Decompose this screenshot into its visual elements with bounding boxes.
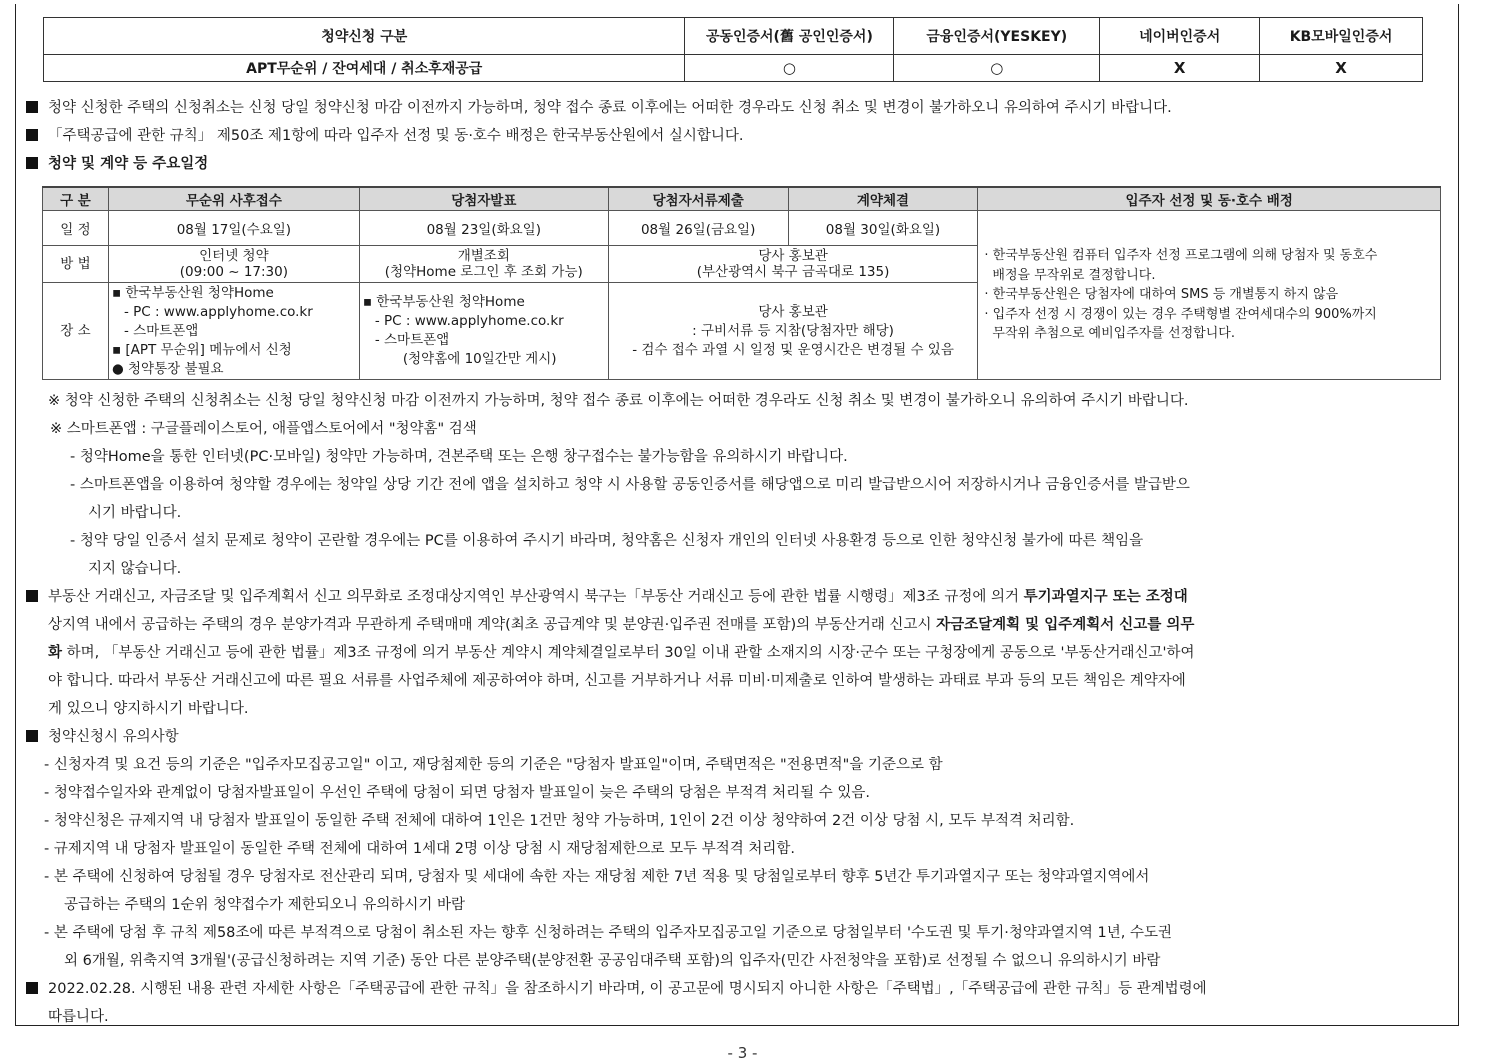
place-announce: ▪ 한국부동산원 청약Home - PC : www.applyhome.co.kr - 스마트폰앱 (청약홈에 10일간만 게시) [359, 283, 608, 380]
square-bullet-icon [26, 129, 38, 141]
square-bullet-icon [26, 730, 38, 742]
cert-kb-value: X [1260, 55, 1423, 82]
sched-header-label: 구 분 [43, 187, 109, 211]
realestate-line-1: 부동산 거래신고, 자금조달 및 입주계획서 신고 의무화로 조정대상지역인 부산광역시 북구는「부동산 거래신고 등에 관한 법률 시행령」제3조 규정에 의거 투기과열지구 또는 조정대 [26, 587, 1188, 607]
square-bullet-icon [26, 157, 38, 169]
caution-5: - 본 주택에 신청하여 당첨될 경우 당첨자로 전산관리 되며, 당첨자 및 세대에 속한 자는 재당첨 제한 7년 적용 및 당첨일로부터 향후 5년간 투기과열지구 또는 청약과열지역에서 [44, 869, 1150, 885]
note-cancel: ※ 청약 신청한 주택의 신청취소는 신청 당일 청약신청 마감 이전까지 가능하며, 청약 접수 종료 이후에는 어떠한 경우라도 신청 취소 및 변경이 불가하오니 유의하여 주시기 바랍니다. [48, 393, 1189, 409]
schedule-table [42, 186, 1441, 380]
square-bullet-icon [26, 101, 38, 113]
cert-header-kb: KB모바일인증서 [1260, 18, 1423, 55]
method-announce: 개별조회 (청약Home 로그인 후 조회 가능) [359, 246, 608, 283]
cert-header-joint: 공동인증서(舊 공인인증서) [685, 18, 894, 55]
cert-financial-value: ○ [894, 55, 1100, 82]
realestate-line-2: 상지역 내에서 공급하는 주택의 경우 분양가격과 무관하게 주택매매 계약(최초 공급계약 및 분양권·입주권 전매를 포함)의 부동산거래 신고시 자금조달계획 및 입주계획서 신고를 의무 [48, 617, 1195, 633]
cert-header-financial: 금융인증서(YESKEY) [894, 18, 1100, 55]
cert-header-category: 청약신청 구분 [44, 18, 685, 55]
method-apply: 인터넷 청약 (09:00 ~ 17:30) [108, 246, 359, 283]
note-internet-only: - 청약Home을 통한 인터넷(PC·모바일) 청약만 가능하며, 견본주택 또는 은행 창구접수는 불가능함을 유의하시기 바랍니다. [70, 449, 848, 465]
caution-4: - 규제지역 내 당첨자 발표일이 동일한 주택 전체에 대하여 1세대 2명 이상 당첨 시 재당첨제한으로 모두 부적격 처리함. [44, 841, 795, 857]
realestate-line-5: 게 있으니 양지하시기 바랍니다. [48, 701, 249, 717]
square-bullet-icon [26, 590, 38, 602]
cert-header-naver: 네이버인증서 [1100, 18, 1260, 55]
sched-header-announce: 당첨자발표 [359, 187, 608, 211]
row-label-method: 방 법 [43, 246, 109, 283]
notice-1: 청약 신청한 주택의 신청취소는 신청 당일 청약신청 마감 이전까지 가능하며, 청약 접수 종료 이후에는 어떠한 경우라도 신청 취소 및 변경이 불가하오니 유의하여 주시기 바랍니다. [26, 98, 1172, 118]
caution-1: - 신청자격 및 요건 등의 기준은 "입주자모집공고일" 이고, 재당첨제한 등의 기준은 "당첨자 발표일"이며, 주택면적은 "전용면적"을 기준으로 함 [44, 757, 943, 773]
caution-2: - 청약접수일자와 관계없이 당첨자발표일이 우선인 주택에 당첨이 되면 당첨자 발표일이 늦은 주택의 당첨은 부적격 처리될 수 있음. [44, 785, 870, 801]
final-note-2: 따릅니다. [48, 1009, 109, 1025]
date-contract: 08월 30일(화요일) [788, 211, 978, 246]
final-note-1: 2022.02.28. 시행된 내용 관련 자세한 사항은「주택공급에 관한 규칙」을 참조하시기 바라며, 이 공고문에 명시되지 아니한 사항은「주택법」,「주택공급에 관한 규칙」등 관계법령에 [26, 979, 1207, 999]
caution-5-cont: 공급하는 주택의 1순위 청약접수가 제한되오니 유의하시기 바람 [64, 897, 466, 913]
sched-header-selection: 입주자 선정 및 동·호수 배정 [978, 187, 1441, 211]
place-office: 당사 홍보관 : 구비서류 등 지참(당첨자만 해당) - 검수 접수 과열 시 일정 및 운영시간은 변경될 수 있음 [608, 283, 978, 380]
certificate-table [43, 17, 1423, 82]
row-label-place: 장 소 [43, 283, 109, 380]
place-apply: ▪ 한국부동산원 청약Home - PC : www.applyhome.co.kr - 스마트폰앱 ▪ [APT 무순위] 메뉴에서 신청 ● 청약통장 불필요 [108, 283, 359, 380]
realestate-line-3: 화 하며, 「부동산 거래신고 등에 관한 법률」제3조 규정에 의거 부동산 계약시 계약체결일로부터 30일 이내 관할 소재지의 시장·군수 또는 구청장에게 공동으로 '부동산거래신고'하여 [48, 645, 1195, 661]
notice-2: 「주택공급에 관한 규칙」 제50조 제1항에 따라 입주자 선정 및 동·호수 배정은 한국부동산원에서 실시합니다. [26, 126, 744, 146]
caution-heading: 청약신청시 유의사항 [26, 727, 179, 747]
realestate-line-4: 야 합니다. 따라서 부동산 거래신고에 따른 필요 서류를 사업주체에 제공하여야 하며, 신고를 거부하거나 서류 미비·미제출로 인하여 발생하는 과태료 부과 등의 모든 책임은 계약자에 [48, 673, 1186, 689]
caution-6-cont: 외 6개월, 위축지역 3개월'(공급신청하려는 지역 기준) 동안 다른 분양주택(분양전환 공공임대주택 포함)의 입주자(민간 사전청약을 포함)로 선정될 수 없으니 유의하시기 바람 [64, 953, 1161, 969]
caution-6: - 본 주택에 당첨 후 규칙 제58조에 따른 부적격으로 당첨이 취소된 자는 향후 신청하려는 주택의 입주자모집공고일 기준으로 당첨일부터 '수도권 및 투기·청약과열지역 1년, 수도권 [44, 925, 1172, 941]
date-announce: 08월 23일(화요일) [359, 211, 608, 246]
schedule-heading: 청약 및 계약 등 주요일정 [26, 154, 208, 174]
sched-header-apply: 무순위 사후접수 [108, 187, 359, 211]
note-smartphone-1: - 스마트폰앱을 이용하여 청약할 경우에는 청약일 상당 기간 전에 앱을 설치하고 청약 시 사용할 공동인증서를 해당앱으로 미리 발급받으시어 저장하시거나 금융인증서를 발급받으 [70, 477, 1190, 493]
note-app-search: ※ 스마트폰앱 : 구글플레이스토어, 애플앱스토어에서 "청약홈" 검색 [50, 421, 477, 437]
caution-3: - 청약신청은 규제지역 내 당첨자 발표일이 동일한 주택 전체에 대하여 1인은 1건만 청약 가능하며, 1인이 2건 이상 청약하여 2건 이상 당첨 시, 모두 부적격 처리함. [44, 813, 1075, 829]
row-label-date: 일 정 [43, 211, 109, 246]
note-smartphone-2: 시기 바랍니다. [88, 505, 182, 521]
cert-row-category: APT무순위 / 잔여세대 / 취소후재공급 [44, 55, 685, 82]
page-number: - 3 - [727, 1044, 758, 1062]
note-cert-2: 지지 않습니다. [88, 561, 182, 577]
selection-notes: · 한국부동산원 컴퓨터 입주자 선정 프로그램에 의해 당첨자 및 동호수 배정을 무작위로 결정합니다. · 한국부동산원은 당첨자에 대하여 SMS 등 개별통지 하지 않음 · 입주자 선정 시 경쟁이 있는 경우 주택형별 잔여세대수의 900%까지 무작위 추첨으로 예비입주자를 선정합니다. [978, 211, 1441, 380]
sched-header-docs: 당첨자서류제출 [608, 187, 788, 211]
date-apply: 08월 17일(수요일) [108, 211, 359, 246]
note-cert-1: - 청약 당일 인증서 설치 문제로 청약이 곤란할 경우에는 PC를 이용하여 주시기 바라며, 청약홈은 신청자 개인의 인터넷 사용환경 등으로 인한 청약신청 불가에 따른 책임을 [70, 533, 1144, 549]
cert-naver-value: X [1100, 55, 1260, 82]
date-docs: 08월 26일(금요일) [608, 211, 788, 246]
method-office: 당사 홍보관 (부산광역시 북구 금곡대로 135) [608, 246, 978, 283]
square-bullet-icon [26, 982, 38, 994]
cert-joint-value: ○ [685, 55, 894, 82]
sched-header-contract: 계약체결 [788, 187, 978, 211]
